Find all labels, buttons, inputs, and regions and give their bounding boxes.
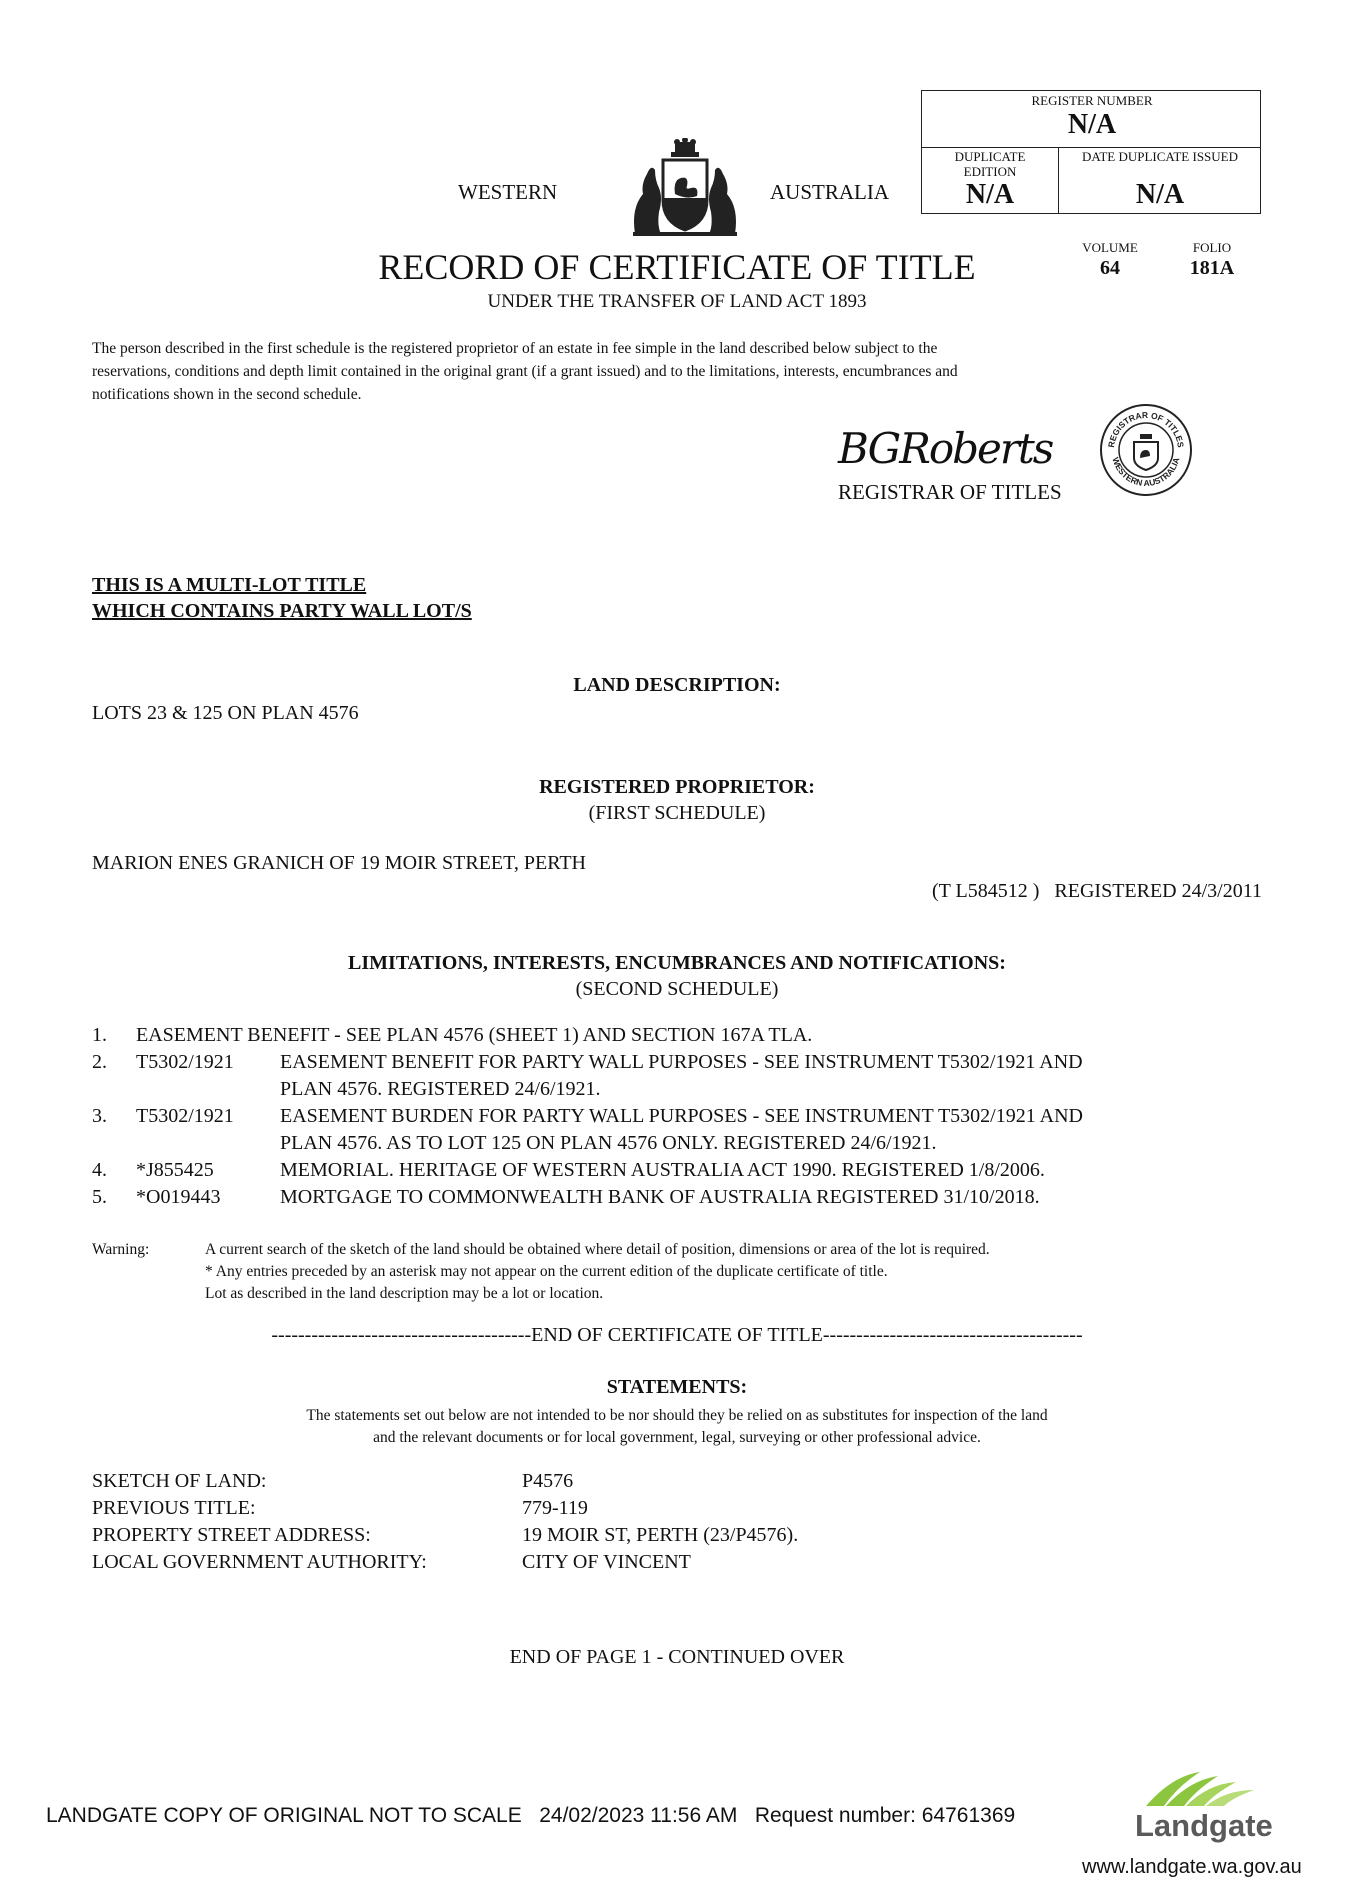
folio-label: FOLIO: [1192, 240, 1232, 255]
registrar-seal-icon: [1098, 402, 1194, 498]
statement-value: CITY OF VINCENT: [522, 1551, 691, 1573]
footer-copy-notice: LANDGATE COPY OF ORIGINAL NOT TO SCALE 24/02/2023 11:56 AM Request number: 64761369: [46, 1804, 1016, 1827]
duplicate-edition-label: DUPLICATE EDITION: [954, 149, 1026, 179]
intro-line-2: reservations, conditions and depth limit contained in the original grant (if a grant issued) and to the limitations, interests, encumbrances and: [92, 363, 958, 380]
header-state-left: WESTERN: [458, 180, 558, 204]
schedule-item-ref: *O019443: [136, 1186, 221, 1208]
statement-label: LOCAL GOVERNMENT AUTHORITY:: [92, 1551, 427, 1573]
statement-value: 19 MOIR ST, PERTH (23/P4576).: [522, 1524, 799, 1546]
schedule-item-text: EASEMENT BENEFIT FOR PARTY WALL PURPOSES - SEE INSTRUMENT T5302/1921 AND: [280, 1051, 1083, 1073]
schedule-item-num: 1.: [92, 1024, 107, 1046]
schedule-item-ref: T5302/1921: [136, 1051, 234, 1073]
schedule-item-num: 4.: [92, 1159, 107, 1181]
proprietor-name: MARION ENES GRANICH OF 19 MOIR STREET, PERTH: [92, 852, 587, 874]
statement-label: SKETCH OF LAND:: [92, 1470, 267, 1492]
registrar-signature: BGRoberts: [838, 424, 1053, 473]
register-number-label: REGISTER NUMBER: [1031, 93, 1153, 108]
schedule-item-num: 5.: [92, 1186, 107, 1208]
register-box: [921, 90, 1261, 214]
svg-text:WESTERN AUSTRALIA: [1110, 456, 1181, 488]
multi-lot-line-1: THIS IS A MULTI-LOT TITLE: [92, 574, 367, 596]
end-of-page-notice: END OF PAGE 1 - CONTINUED OVER: [509, 1646, 845, 1668]
schedule-item-text: MEMORIAL. HERITAGE OF WESTERN AUSTRALIA ACT 1990. REGISTERED 1/8/2006.: [280, 1159, 1045, 1181]
date-duplicate-issued-value: N/A: [1135, 179, 1185, 210]
volume-value: 64: [1100, 257, 1120, 279]
second-schedule-subheading: (SECOND SCHEDULE): [575, 978, 779, 1000]
statements-heading: STATEMENTS:: [606, 1376, 748, 1398]
seal-text-bottom: WESTERN AUSTRALIA: [1110, 456, 1182, 489]
schedule-item-text: EASEMENT BURDEN FOR PARTY WALL PURPOSES - SEE INSTRUMENT T5302/1921 AND: [280, 1105, 1083, 1127]
page-subtitle: UNDER THE TRANSFER OF LAND ACT 1893: [487, 291, 867, 312]
seal-text-top: REGISTRAR OF TITLES: [1106, 409, 1186, 449]
statement-value: 779-119: [522, 1497, 588, 1519]
schedule-item-text: EASEMENT BENEFIT - SEE PLAN 4576 (SHEET 1) AND SECTION 167A TLA.: [136, 1024, 813, 1046]
warning-label: Warning:: [92, 1241, 150, 1258]
schedule-item-num: 2.: [92, 1051, 107, 1073]
statement-label: PROPERTY STREET ADDRESS:: [92, 1524, 371, 1546]
landgate-logo-icon: [1142, 1770, 1260, 1808]
page-title: RECORD OF CERTIFICATE OF TITLE: [378, 247, 976, 287]
schedule-item-ref: *J855425: [136, 1159, 214, 1181]
schedule-item-text-cont: PLAN 4576. REGISTERED 24/6/1921.: [280, 1078, 601, 1100]
duplicate-edition-value: N/A: [965, 179, 1015, 210]
folio-value: 181A: [1189, 257, 1235, 279]
second-schedule-heading: LIMITATIONS, INTERESTS, ENCUMBRANCES AND NOTIFICATIONS:: [348, 952, 1006, 974]
proprietor-registration: (T L584512 ) REGISTERED 24/3/2011: [932, 880, 1262, 902]
schedule-item-text: MORTGAGE TO COMMONWEALTH BANK OF AUSTRALIA REGISTERED 31/10/2018.: [280, 1186, 1040, 1208]
volume-label: VOLUME: [1082, 240, 1138, 255]
coat-of-arms-icon: [625, 138, 745, 238]
warning-line-2: * Any entries preceded by an asterisk may not appear on the current edition of the duplicate certificate of title.: [205, 1263, 888, 1280]
statements-note-2: and the relevant documents or for local government, legal, surveying or other professional advice.: [373, 1429, 981, 1446]
warning-line-3: Lot as described in the land description may be a lot or location.: [205, 1285, 604, 1302]
intro-line-3: notifications shown in the second schedule.: [92, 386, 362, 403]
warning-line-1: A current search of the sketch of the land should be obtained where detail of position, dimensions or area of the lot is required.: [205, 1241, 990, 1258]
land-description-text: LOTS 23 & 125 ON PLAN 4576: [92, 702, 359, 724]
landgate-brand: Landgate: [1135, 1808, 1273, 1843]
land-description-heading: LAND DESCRIPTION:: [573, 674, 781, 696]
date-duplicate-issued-label: DATE DUPLICATE ISSUED: [1082, 149, 1238, 164]
intro-line-1: The person described in the first schedule is the registered proprietor of an estate in fee simple in the land described below subject to the: [92, 340, 938, 357]
proprietor-heading: REGISTERED PROPRIETOR:: [539, 776, 815, 798]
schedule-item-ref: T5302/1921: [136, 1105, 234, 1127]
end-of-certificate-marker: ---------------------------------------END OF CERTIFICATE OF TITLE---------------------------------------: [271, 1324, 1083, 1346]
proprietor-subheading: (FIRST SCHEDULE): [588, 802, 766, 824]
schedule-item-num: 3.: [92, 1105, 107, 1127]
landgate-url[interactable]: www.landgate.wa.gov.au: [1082, 1856, 1302, 1878]
register-number-value: N/A: [1067, 109, 1117, 140]
registrar-title: REGISTRAR OF TITLES: [838, 480, 1062, 504]
header-state-right: AUSTRALIA: [770, 180, 889, 204]
schedule-item-text-cont: PLAN 4576. AS TO LOT 125 ON PLAN 4576 ONLY. REGISTERED 24/6/1921.: [280, 1132, 937, 1154]
statement-label: PREVIOUS TITLE:: [92, 1497, 256, 1519]
statements-note-1: The statements set out below are not intended to be nor should they be relied on as substitutes for inspection of the land: [306, 1407, 1048, 1424]
multi-lot-line-2: WHICH CONTAINS PARTY WALL LOT/S: [92, 600, 472, 622]
statement-value: P4576: [522, 1470, 574, 1492]
